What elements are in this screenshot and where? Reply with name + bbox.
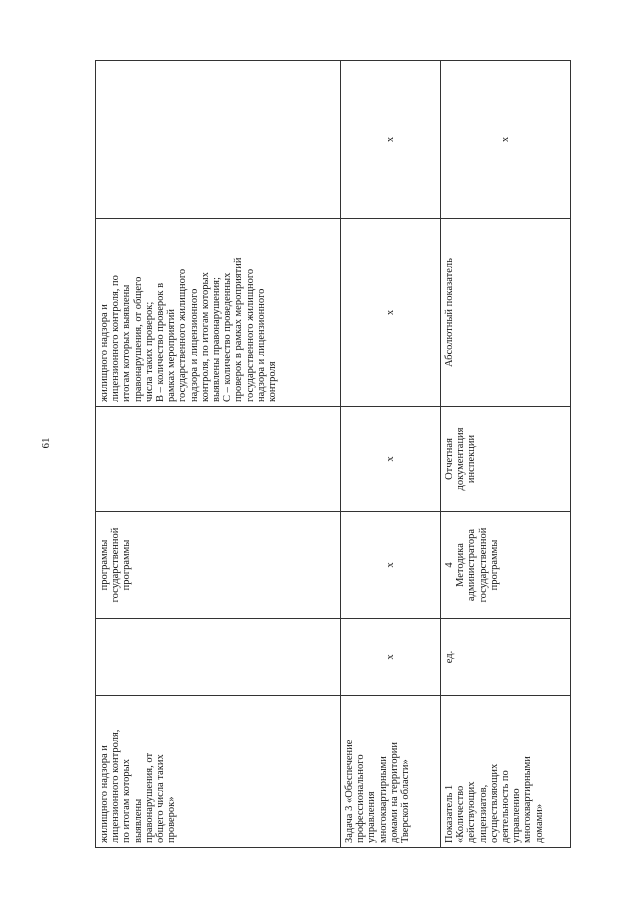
page-number: 61 — [40, 437, 52, 449]
cell-x-mark: х — [341, 61, 441, 219]
cell-method-cont: программы государственной программы — [96, 512, 341, 619]
rotated-table-container — [95, 61, 570, 848]
cell-source-empty — [96, 407, 341, 512]
cell-extra-empty — [96, 61, 341, 219]
indicator-table — [95, 60, 571, 848]
cell-unit: ед. — [441, 619, 571, 696]
cell-method: 4 Методика администратора государственной программы — [441, 512, 571, 619]
table-row — [96, 61, 341, 848]
cell-x-mark: х — [441, 61, 571, 219]
cell-indicator-title: Показатель 1 «Количество действующих лицензиатов, осуществляющих деятельность по управлению многоквартирными домами» — [441, 696, 571, 848]
cell-formula-cont: жилищного надзора и лицензионного контроля, по итогам которых выявлены правонарушения, от общего числа таких проверок; В – количество проверок в рамках мероприятий государственного жилищного надзора и лицензионного контроля, по итогам которых выявлены правонарушения; С – количество проведенных проверок в рамках мероприятий государственного жилищного надзора и лицензионного контроля — [96, 219, 341, 407]
table-row — [341, 61, 441, 848]
cell-x-mark: х — [341, 407, 441, 512]
cell-task-title: Задача 3 «Обеспечение профессионального управления многоквартирными домами на территории Тверской области» — [341, 696, 441, 848]
cell-x-mark: х — [341, 219, 441, 407]
cell-indicator-description-cont: жилищного надзора и лицензионного контроля, по итогам которых выявлены правонарушения, от общего числа таких проверок» — [96, 696, 341, 848]
table-row — [441, 61, 571, 848]
cell-x-mark: х — [341, 512, 441, 619]
cell-unit-empty — [96, 619, 341, 696]
cell-formula: Абсолютный показатель — [441, 219, 571, 407]
cell-x-mark: х — [341, 619, 441, 696]
cell-source: Отчетная документация инспекции — [441, 407, 571, 512]
